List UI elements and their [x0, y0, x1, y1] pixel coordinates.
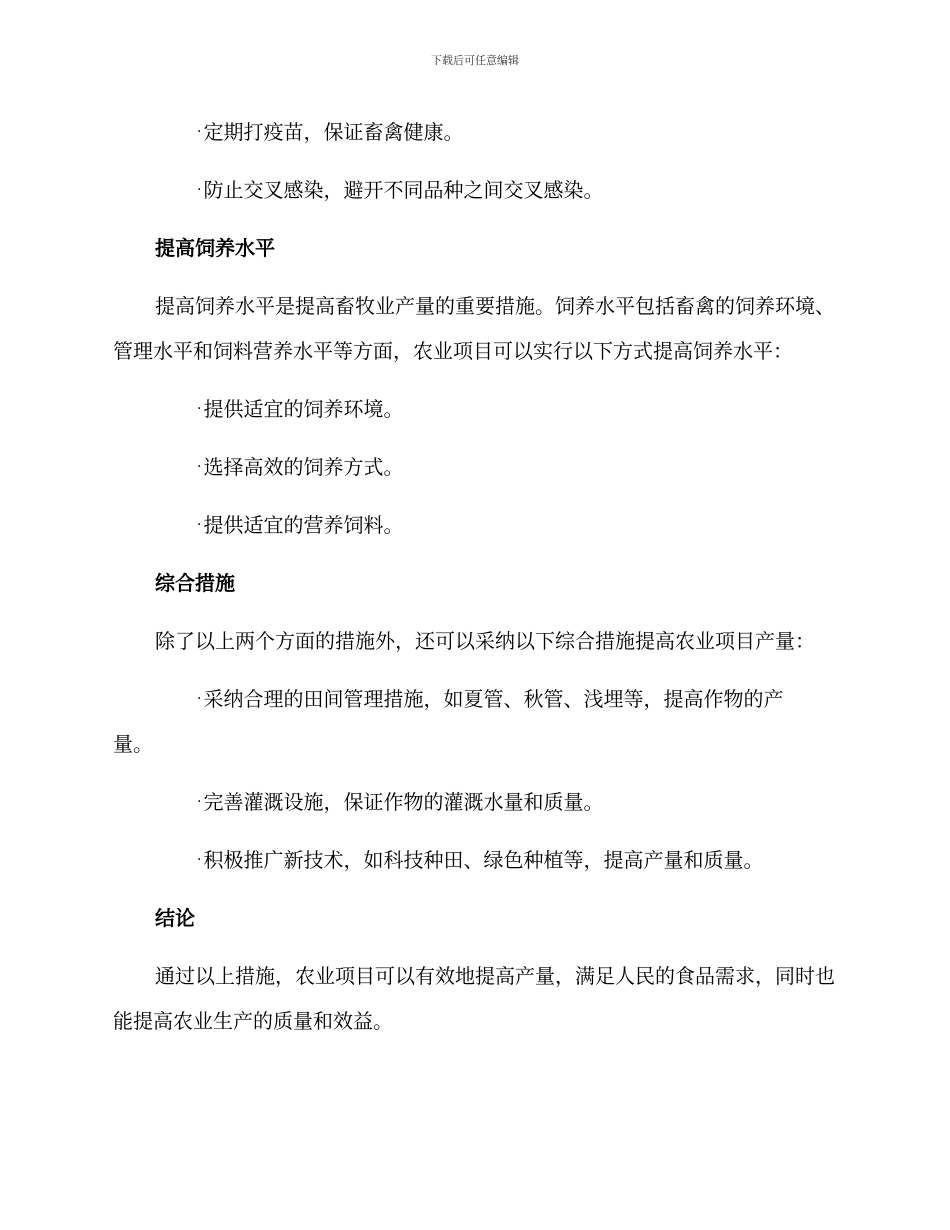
bullet-text: 积极推广新技术，如科技种田、绿色种植等，提高产量和质量。	[203, 848, 764, 872]
bullet-dot: ·	[197, 124, 202, 140]
bullet-dot: ·	[197, 691, 202, 707]
body-paragraph: 除了以上两个方面的措施外，还可以采纳以下综合措施提高农业项目产量：	[155, 629, 815, 653]
bullet-text: 完善灌溉设施，保证作物的灌溉水量和质量。	[203, 790, 604, 814]
bullet-dot: ·	[197, 401, 202, 417]
bullet-item	[113, 110, 835, 155]
bullet-item	[113, 445, 835, 490]
page-header: 下载后可任意编辑	[431, 54, 519, 67]
bullet-dot: ·	[197, 459, 202, 475]
bullet-text: 采纳合理的田间管理措施，如夏管、秋管、浅埋等，提高作物的产量。	[113, 687, 784, 756]
bullet-dot: ·	[197, 794, 202, 810]
section-heading: 综合措施	[155, 571, 235, 595]
body-paragraph: 通过以上措施，农业项目可以有效地提高产量，满足人民的食品需求，同时也能提高农业生产的质量和效益。	[113, 964, 835, 1033]
section-heading: 提高饲养水平	[155, 236, 275, 260]
bullet-dot: ·	[197, 852, 202, 868]
bullet-item	[113, 387, 835, 432]
bullet-text: 选择高效的饲养方式。	[203, 455, 404, 479]
bullet-item	[113, 780, 835, 825]
bullet-item	[113, 168, 835, 213]
bullet-item	[113, 503, 835, 548]
bullet-dot: ·	[197, 182, 202, 198]
body-paragraph: 提高饲养水平是提高畜牧业产量的重要措施。饲养水平包括畜禽的饲养环境、管理水平和饲料营养水平等方面，农业项目可以实行以下方式提高饲养水平：	[113, 294, 835, 363]
bullet-text: 防止交叉感染，避开不同品种之间交叉感染。	[203, 178, 604, 202]
section-heading: 结论	[155, 906, 195, 930]
bullet-item	[113, 838, 835, 883]
bullet-text: 定期打疫苗，保证畜禽健康。	[203, 120, 464, 144]
bullet-dot: ·	[197, 517, 202, 533]
bullet-text: 提供适宜的营养饲料。	[203, 513, 404, 537]
bullet-text: 提供适宜的饲养环境。	[203, 397, 404, 421]
document-body	[113, 110, 835, 1057]
bullet-item	[113, 677, 835, 767]
